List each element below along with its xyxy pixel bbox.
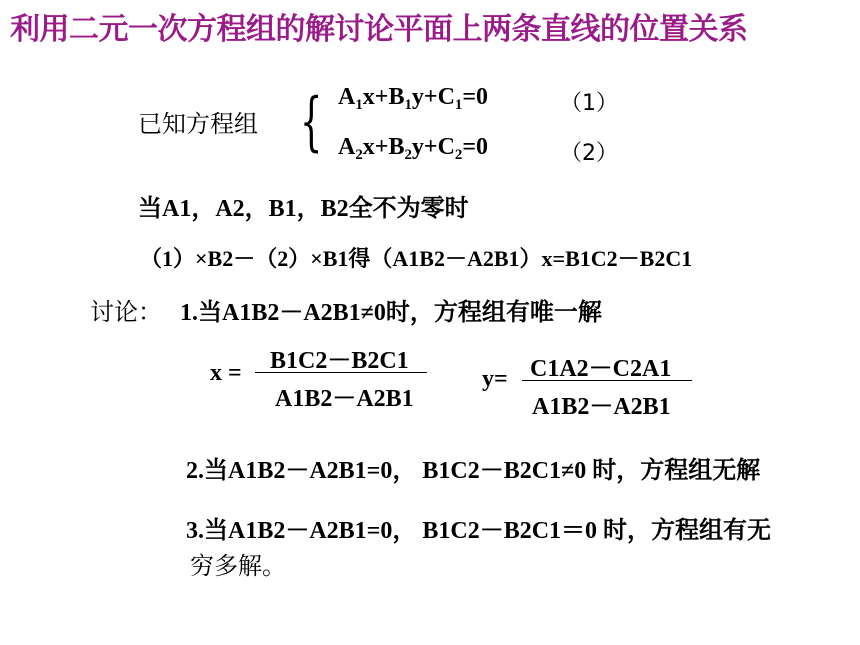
case-2: 2.当A1B2－A2B1=0， B1C2－B2C1≠0 时，方程组无解 — [186, 458, 761, 484]
y-label: y= — [482, 366, 508, 392]
page-title: 利用二元一次方程组的解讨论平面上两条直线的位置关系 — [10, 12, 748, 47]
x-label: x = — [210, 360, 242, 386]
case-3-line-2: 穷多解。 — [190, 552, 286, 580]
system-label: 已知方程组 — [138, 110, 258, 138]
x-numerator: B1C2－B2C1 — [270, 348, 409, 374]
case-3-line-1: 3.当A1B2－A2B1=0， B1C2－B2C1＝0 时，方程组有无 — [186, 518, 772, 544]
discussion-label: 讨论： — [90, 298, 162, 326]
equation-1: $A_1x+B_1y+C_1=0$ — [338, 84, 489, 113]
equation-2-tag: （2） — [560, 141, 618, 166]
left-brace: { — [300, 85, 323, 159]
x-fraction-bar — [255, 372, 427, 373]
elimination-text: （1）×B2－（2）×B1得（A1B2－A2B1）x=B1C2－B2C1 — [140, 246, 693, 271]
x-denominator: A1B2－A2B1 — [275, 386, 414, 412]
case-1: 1.当A1B2－A2B1≠0时，方程组有唯一解 — [180, 300, 602, 326]
y-fraction-bar — [522, 380, 692, 381]
equation-1-tag: （1） — [560, 91, 618, 116]
y-numerator: C1A2－C2A1 — [530, 356, 672, 382]
condition-text: 当A1，A2，B1，B2全不为零时 — [138, 196, 469, 222]
equation-2: $A_2x+B_2y+C_2=0$ — [338, 134, 489, 163]
y-denominator: A1B2－A2B1 — [532, 394, 671, 420]
